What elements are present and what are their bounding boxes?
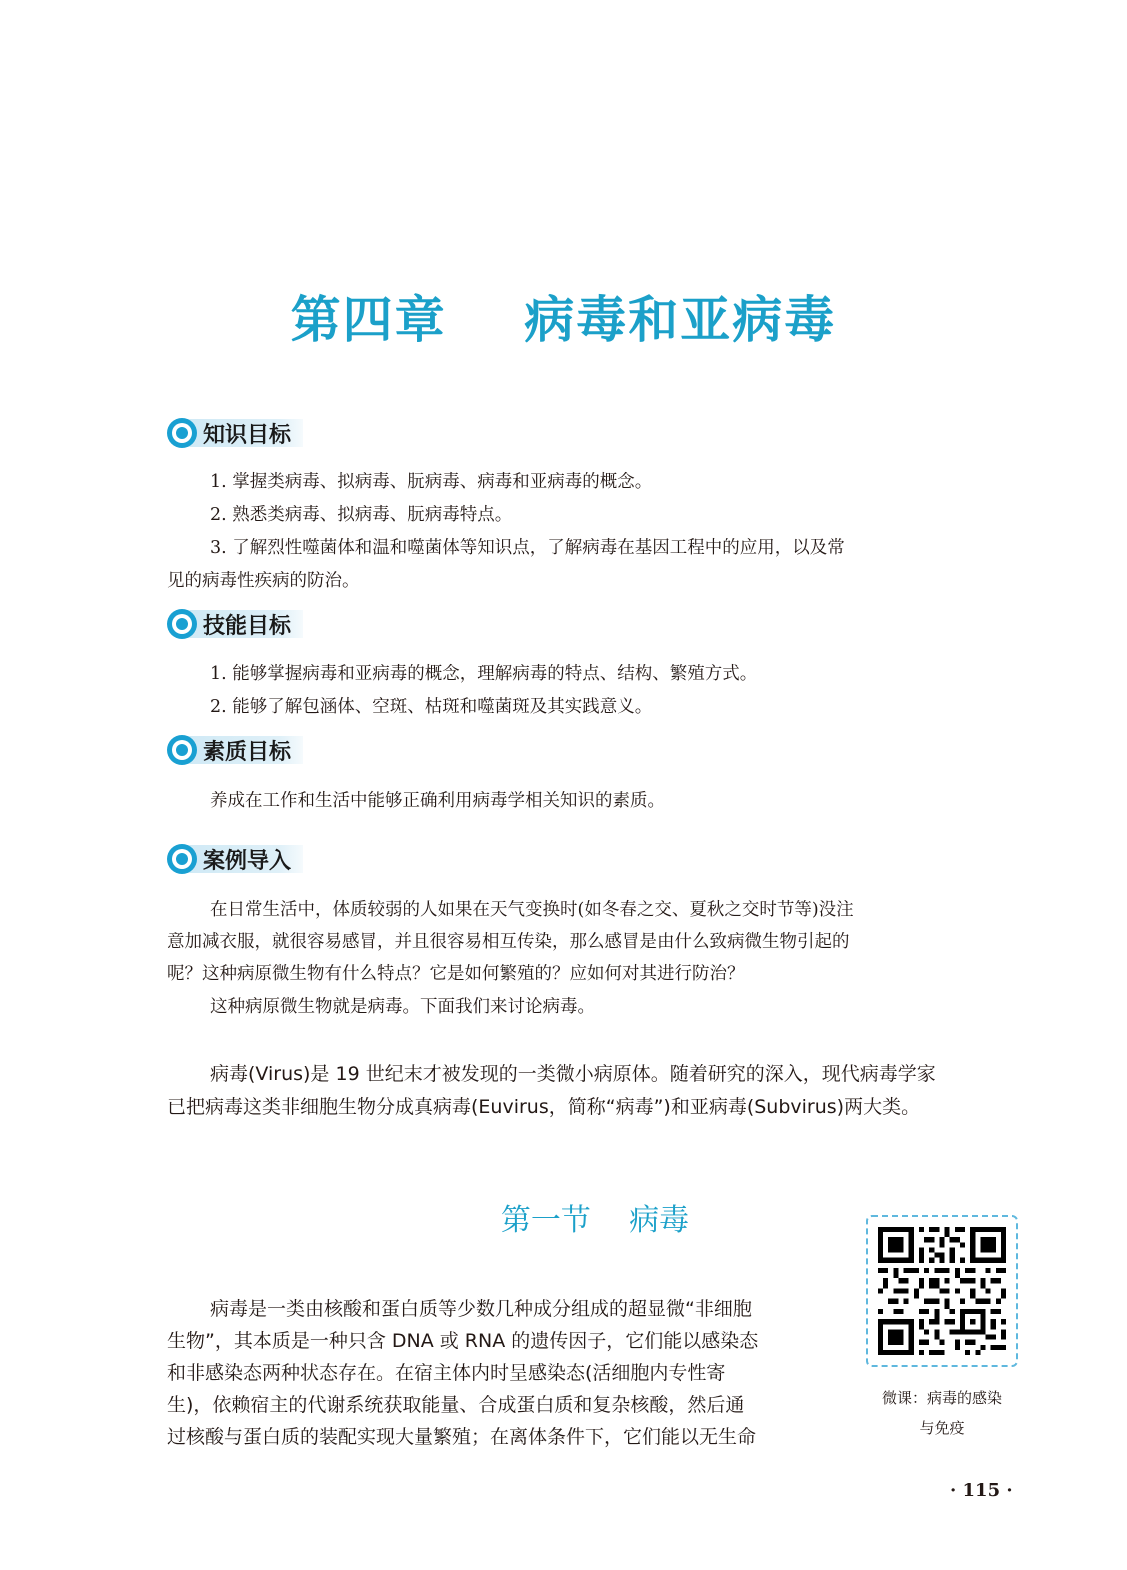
section-heading-label: 知识目标 [183, 419, 303, 447]
target-icon [167, 844, 197, 874]
body-line: 生物”，其本质是一种只含 DNA 或 RNA 的遗传因子，它们能以感染态 [167, 1330, 759, 1352]
body-line: 和非感染态两种状态存在。在宿主体内时呈感染态(活细胞内专性寄 [167, 1362, 726, 1384]
objective-line: 见的病毒性疾病的防治。 [167, 571, 360, 591]
section-heading-label: 技能目标 [183, 610, 303, 638]
section-heading-case [167, 842, 303, 876]
target-icon [167, 418, 197, 448]
objective-line: 1. 掌握类病毒、拟病毒、朊病毒、病毒和亚病毒的概念。 [210, 472, 653, 492]
section-heading-quality [167, 733, 303, 767]
case-line: 这种病原微生物就是病毒。下面我们来讨论病毒。 [210, 997, 595, 1017]
section-title: 第一节 病毒 [500, 1203, 690, 1238]
qr-code-icon[interactable] [878, 1227, 1006, 1355]
chapter-title: 第四章 病毒和亚病毒 [290, 291, 837, 349]
case-line: 呢？这种病原微生物有什么特点？它是如何繁殖的？应如何对其进行防治？ [167, 964, 745, 984]
case-line: 意加减衣服，就很容易感冒，并且很容易相互传染，那么感冒是由什么致病微生物引起的 [167, 932, 850, 952]
objective-line: 3. 了解烈性噬菌体和温和噬菌体等知识点，了解病毒在基因工程中的应用，以及常 [210, 538, 845, 558]
intro-line: 已把病毒这类非细胞生物分成真病毒(Euvirus，简称“病毒”)和亚病毒(Subvirus)两大类。 [167, 1096, 921, 1118]
body-line: 过核酸与蛋白质的装配实现大量繁殖；在离体条件下，它们能以无生命 [167, 1426, 757, 1448]
qr-code-frame[interactable] [866, 1215, 1018, 1367]
objective-line: 2. 能够了解包涵体、空斑、枯斑和噬菌斑及其实践意义。 [210, 697, 653, 717]
objective-line: 2. 熟悉类病毒、拟病毒、朊病毒特点。 [210, 505, 513, 525]
case-line: 在日常生活中，体质较弱的人如果在天气变换时(如冬春之交、夏秋之交时节等)没注 [210, 900, 854, 920]
section-heading-label: 案例导入 [183, 845, 303, 873]
page-number: · 115 · [950, 1480, 1013, 1501]
qr-caption-line1: 微课：病毒的感染 [881, 1389, 1002, 1407]
objective-line: 1. 能够掌握病毒和亚病毒的概念，理解病毒的特点、结构、繁殖方式。 [210, 664, 758, 684]
objective-line: 养成在工作和生活中能够正确利用病毒学相关知识的素质。 [210, 791, 665, 811]
section-heading-knowledge [167, 416, 303, 450]
section-heading-skill [167, 607, 303, 641]
target-icon [167, 609, 197, 639]
body-line: 生)，依赖宿主的代谢系统获取能量、合成蛋白质和复杂核酸，然后通 [167, 1394, 745, 1416]
body-line: 病毒是一类由核酸和蛋白质等少数几种成分组成的超显微“非细胞 [210, 1298, 752, 1320]
target-icon [167, 735, 197, 765]
qr-caption-line2: 与免疫 [919, 1419, 965, 1437]
intro-line: 病毒(Virus)是 19 世纪末才被发现的一类微小病原体。随着研究的深入，现代病毒学家 [210, 1063, 936, 1085]
section-heading-label: 素质目标 [183, 736, 303, 764]
